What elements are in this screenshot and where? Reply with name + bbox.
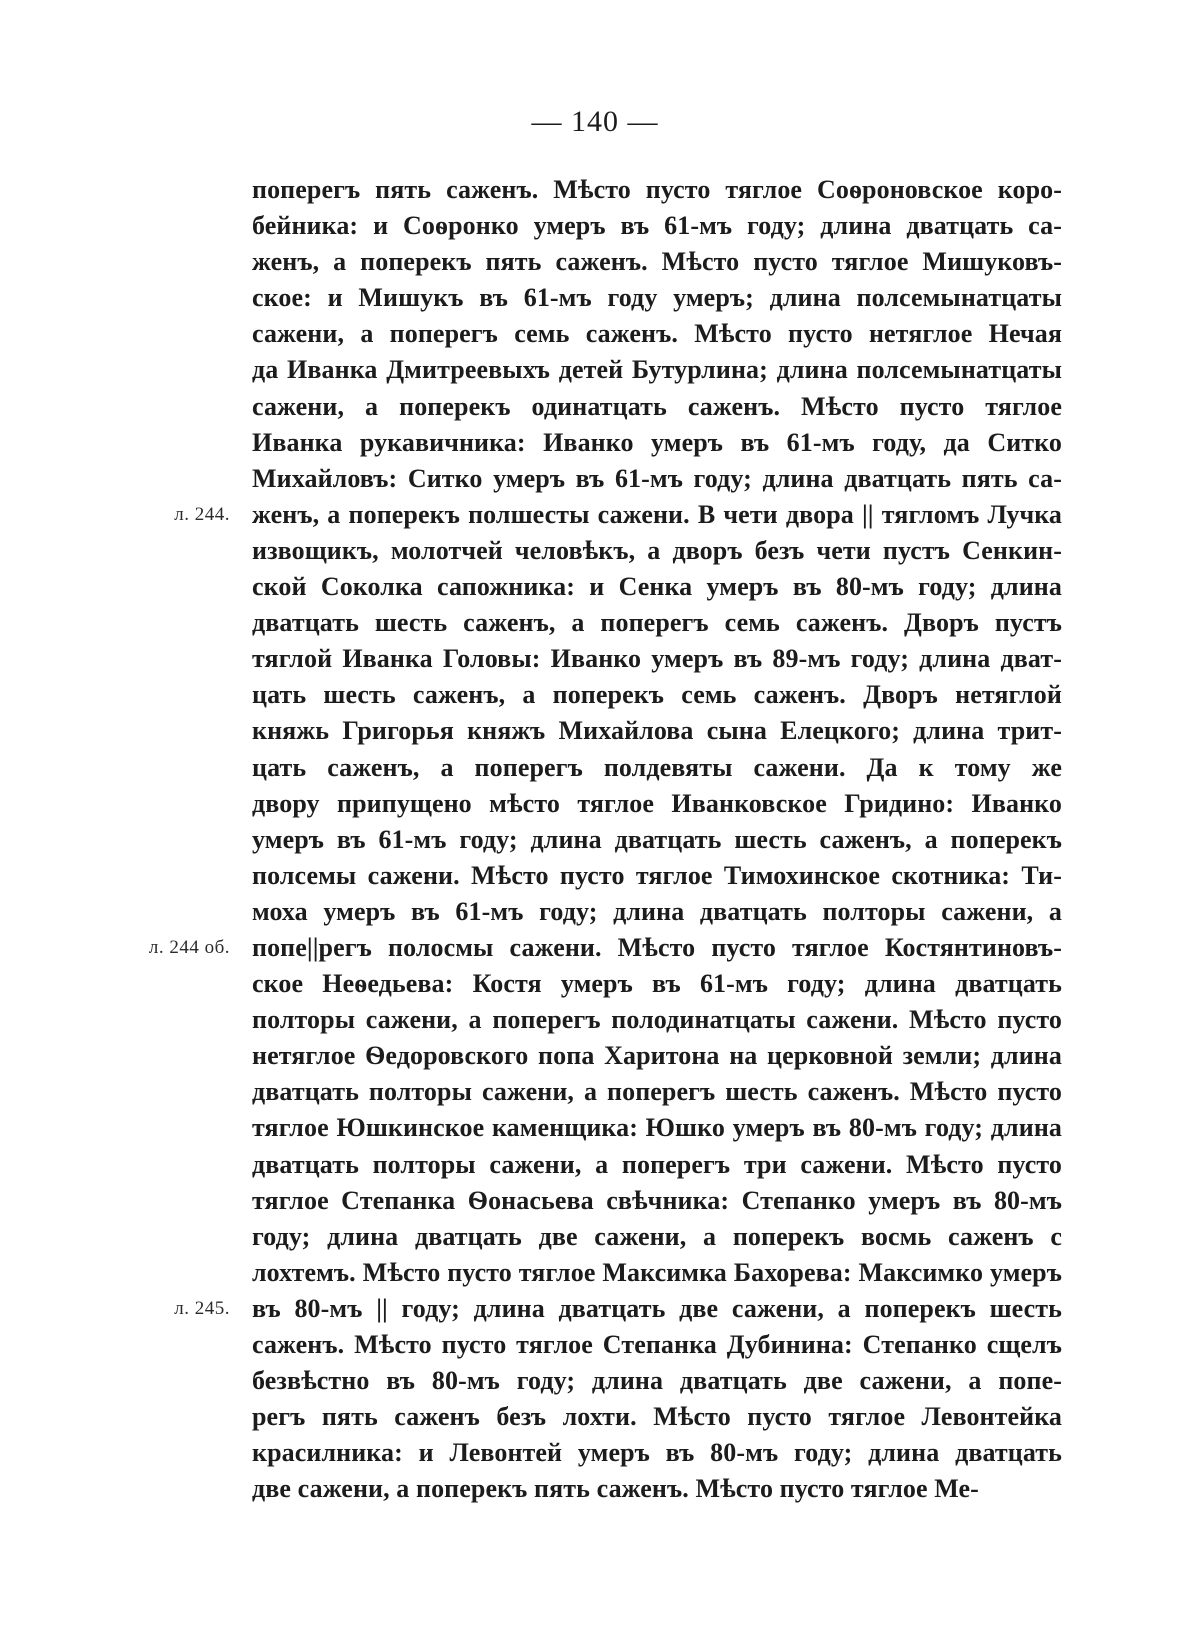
text-line: поперегъ пять саженъ. Мѣсто пусто тяглое Соѳроновское коро- — [252, 175, 1062, 204]
text-line: полсемы сажени. Мѣсто пусто тяглое Тимохинское скотника: Ти- — [252, 860, 1062, 890]
text-line: ской Соколка сапожника: и Сенка умеръ въ 80-мъ году; длина — [252, 572, 1062, 602]
text-line: дватцать шесть саженъ, а поперегъ семь саженъ. Дворъ пустъ — [252, 608, 1062, 638]
text-line: саженъ. Мѣсто пусто тяглое Степанка Дубинина: Степанко сщелъ — [252, 1330, 1062, 1359]
text-line: бейника: и Соѳронко умеръ въ 61-мъ году; длина дватцать са- — [252, 211, 1062, 241]
text-line: ское: и Мишукъ въ 61-мъ году умеръ; длина полсемынатцаты — [252, 283, 1062, 313]
text-line: женъ, а поперекъ пять саженъ. Мѣсто пусто тяглое Мишуковъ- — [252, 247, 1062, 277]
text-line: Иванка рукавичника: Иванко умеръ въ 61-мъ году, да Ситко — [252, 427, 1062, 457]
text-line: полторы сажени, а поперегъ полодинатцаты сажени. Мѣсто пусто — [252, 1005, 1062, 1035]
text-line: да Иванка Дмитреевыхъ детей Бутурлина; длина полсемынатцаты — [252, 355, 1062, 385]
text-line: тяглое Степанка Ѳонасьева свѣчника: Степанко умеръ въ 80-мъ — [252, 1185, 1062, 1215]
text-line: регъ пять саженъ безъ лохти. Мѣсто пусто тяглое Левонтейка — [252, 1402, 1062, 1432]
text-line: тяглое Юшкинское каменщика: Юшко умеръ въ 80-мъ году; длина — [252, 1113, 1062, 1143]
text-line: красилника: и Левонтей умеръ въ 80-мъ году; длина дватцать — [252, 1438, 1062, 1468]
text-line: женъ, а поперекъ полшесты сажени. В чети двора || тягломъ Лучка — [252, 499, 1062, 529]
text-line: лохтемъ. Мѣсто пусто тяглое Максимка Бахорева: Максимко умеръ — [252, 1257, 1062, 1287]
folio-margin-note: л. 245. — [174, 1298, 230, 1320]
text-line: моха умеръ въ 61-мъ году; длина дватцать полторы сажени, а — [252, 896, 1062, 926]
text-line: цать шесть саженъ, а поперекъ семь саженъ. Дворъ нетяглой — [252, 680, 1062, 710]
text-line: году; длина дватцать две сажени, а поперекъ восмь саженъ с — [252, 1221, 1062, 1251]
text-line: княжь Григорья княжъ Михайлова сына Елецкого; длина трит- — [252, 716, 1062, 746]
text-line: сажени, а поперекъ одинатцать саженъ. Мѣсто пусто тяглое — [252, 391, 1062, 421]
text-line: ское Неѳедьева: Костя умеръ въ 61-мъ году; длина дватцать — [252, 969, 1062, 999]
text-line: извощикъ, молотчей человѣкъ, а дворъ безъ чети пустъ Сенкин- — [252, 535, 1062, 565]
body-text — [252, 172, 1062, 1507]
text-line: въ 80-мъ || году; длина дватцать две сажени, а поперекъ шесть — [252, 1293, 1062, 1323]
folio-margin-note: л. 244 об. — [148, 937, 230, 959]
text-line: нетяглое Ѳедоровского попа Харитона на церковной земли; длина — [252, 1041, 1062, 1071]
text-line: две сажени, а поперекъ пять саженъ. Мѣсто пусто тяглое Ме- — [252, 1474, 979, 1504]
text-line: дватцать полторы сажени, а поперегъ шесть саженъ. Мѣсто пусто — [252, 1077, 1062, 1107]
text-line: тяглой Иванка Головы: Иванко умеръ въ 89-мъ году; длина дват- — [252, 644, 1062, 674]
page-number: — 140 — — [531, 105, 659, 138]
text-line: умеръ въ 61-мъ году; длина дватцать шесть саженъ, а поперекъ — [252, 824, 1062, 854]
text-line: сажени, а поперегъ семь саженъ. Мѣсто пусто нетяглое Нечая — [252, 319, 1062, 349]
text-line: Михайловъ: Ситко умеръ въ 61-мъ году; длина дватцать пять са- — [252, 463, 1062, 493]
text-line: попе||регъ полосмы сажени. Мѣсто пусто тяглое Костянтиновъ- — [252, 932, 1062, 962]
text-line: безвѣстно въ 80-мъ году; длина дватцать две сажени, а попе- — [252, 1366, 1062, 1396]
folio-margin-note: л. 244. — [174, 503, 230, 525]
text-line: цать саженъ, а поперегъ полдевяты сажени. Да к тому же — [252, 752, 1062, 782]
text-line: двору припущено мѣсто тяглое Иванковское Гридино: Иванко — [252, 788, 1062, 818]
text-line: дватцать полторы сажени, а поперегъ три сажени. Мѣсто пусто — [252, 1149, 1062, 1179]
